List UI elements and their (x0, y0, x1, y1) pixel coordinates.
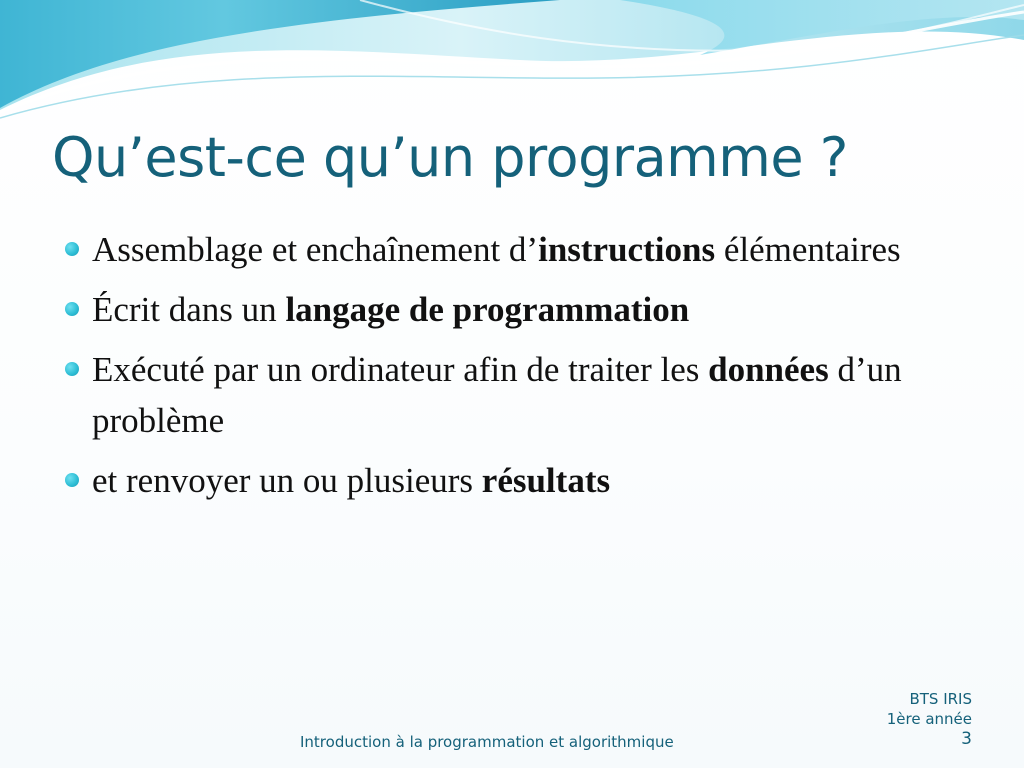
bullet-item (62, 344, 942, 446)
bullet-text: Écrit dans un (92, 290, 286, 329)
bullet-bold-term: langage de programmation (285, 290, 690, 329)
bullet-item (62, 224, 942, 275)
bullet-bold-term: résultats (481, 461, 611, 500)
bullet-text: Assemblage et enchaînement d’ (92, 230, 539, 269)
bullet-item (62, 284, 942, 335)
footer-course-title: Introduction à la programmation et algorithmique (300, 733, 674, 751)
bullet-item (62, 455, 942, 506)
bullet-text: Exécuté par un ordinateur afin de traiter les (92, 350, 709, 389)
bullet-bold-term: données (708, 350, 829, 389)
bullet-dot-icon (65, 242, 79, 256)
footer-year: 1ère année (886, 710, 972, 728)
header-wave-decoration (0, 0, 1024, 130)
bullet-text: élémentaires (715, 230, 901, 269)
bullet-dot-icon (65, 302, 79, 316)
footer-info (887, 689, 972, 749)
slide-title: Qu’est-ce qu’un programme ? (52, 126, 848, 189)
bullet-text: d’un problème (92, 350, 902, 440)
slide-number: 3 (961, 729, 972, 749)
bullet-list (62, 224, 942, 515)
footer-program: BTS IRIS (909, 690, 972, 708)
bullet-bold-term: instructions (538, 230, 716, 269)
bullet-text: et renvoyer un ou plusieurs (92, 461, 482, 500)
bullet-dot-icon (65, 473, 79, 487)
bullet-dot-icon (65, 362, 79, 376)
